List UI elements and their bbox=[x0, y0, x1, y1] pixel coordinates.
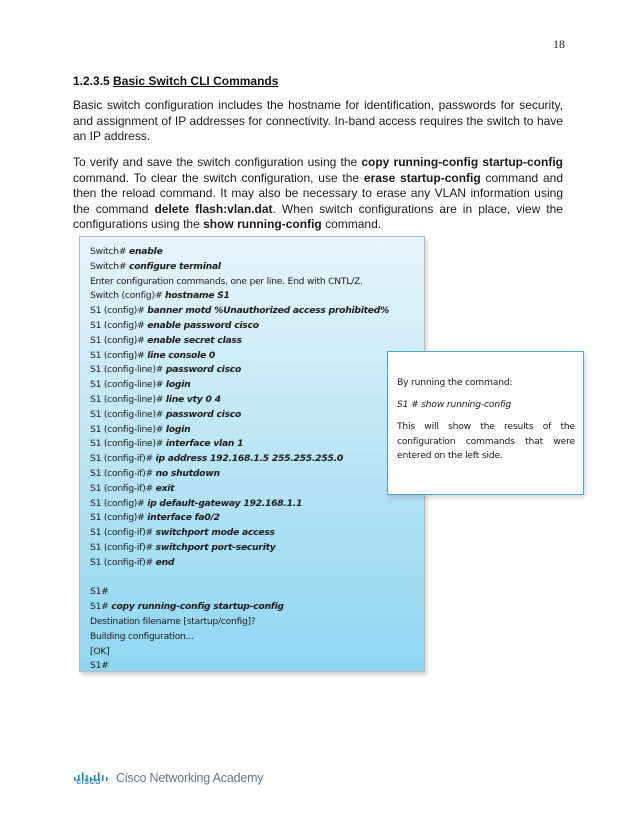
note-callout bbox=[387, 351, 584, 495]
note-intro: By running the command: bbox=[397, 377, 513, 388]
cli-prompt: S1 (config-if)# bbox=[90, 482, 156, 494]
cli-line bbox=[90, 482, 418, 497]
cli-line bbox=[90, 260, 418, 275]
cli-line bbox=[90, 497, 418, 512]
cli-line bbox=[90, 437, 418, 452]
cli-command: login bbox=[165, 423, 191, 435]
cli-command: end bbox=[155, 556, 175, 568]
cli-line bbox=[90, 585, 418, 600]
verify-paragraph: To verify and save the switch configuration using the copy running-config startup-config command. To clear the switch configuration, use the erase startup-config command and then the reload command. It may also be necessary to erase any VLAN information using the command delete flash:vlan.dat. When switch configurations are in place, view the configurations using the show running-config command. bbox=[73, 155, 563, 232]
cli-line bbox=[90, 630, 418, 645]
cli-command: line vty 0 4 bbox=[165, 393, 221, 405]
cli-line bbox=[90, 363, 418, 378]
academy-name: Cisco Networking Academy bbox=[116, 771, 264, 785]
page-number: 18 bbox=[553, 37, 565, 51]
cli-command: switchport port-security bbox=[155, 541, 276, 553]
cli-command: enable bbox=[129, 246, 163, 257]
cli-line bbox=[90, 615, 418, 630]
cli-command: ip default-gateway 192.168.1.1 bbox=[147, 497, 303, 509]
cli-line bbox=[90, 319, 418, 334]
cli-prompt: S1 (config-if)# bbox=[90, 541, 156, 553]
cli-prompt: Switch (config)# bbox=[90, 290, 165, 302]
cli-prompt: S1# bbox=[90, 601, 112, 613]
copy-command: copy running-config startup-config bbox=[361, 155, 563, 169]
cli-prompt: S1 (config)# bbox=[90, 305, 148, 317]
cli-prompt: Enter configuration commands, one per line. End with CNTL/Z. bbox=[90, 275, 363, 287]
cli-line bbox=[90, 571, 418, 586]
cli-line bbox=[90, 659, 418, 674]
show-command: show running-config bbox=[203, 217, 322, 232]
cli-prompt: S1 (config-if)# bbox=[90, 467, 156, 479]
cli-command: hostname S1 bbox=[164, 290, 230, 302]
cli-command: banner motd %Unauthorized access prohibited% bbox=[147, 305, 390, 317]
cli-prompt: Building configuration... bbox=[90, 630, 194, 642]
cli-line bbox=[90, 541, 418, 556]
cli-example-box bbox=[79, 236, 425, 672]
cli-prompt: S1 (config-line)# bbox=[90, 364, 166, 376]
cli-line bbox=[90, 526, 418, 541]
cli-command: login bbox=[165, 379, 191, 391]
cli-command: exit bbox=[155, 482, 175, 494]
cli-line bbox=[90, 645, 418, 660]
cli-prompt: Switch# bbox=[90, 246, 129, 257]
cli-line bbox=[90, 334, 418, 349]
cli-command: ip address 192.168.1.5 255.255.255.0 bbox=[155, 453, 343, 465]
cli-prompt: S1 (config-line)# bbox=[90, 393, 166, 405]
cli-command: enable secret class bbox=[147, 334, 242, 346]
cli-command: no shutdown bbox=[155, 467, 220, 479]
section-number: 1.2.3.5 bbox=[73, 74, 110, 88]
note-command: S1 # show running-config bbox=[397, 399, 511, 411]
cli-line bbox=[90, 275, 418, 290]
cli-prompt: S1 (config)# bbox=[90, 349, 148, 361]
cli-lines bbox=[90, 245, 418, 674]
cli-line bbox=[90, 393, 418, 408]
intro-paragraph: Basic switch configuration includes the hostname for identification, passwords for security, and assignment of IP addresses for connectivity. In-band access requires the switch to have an IP address. bbox=[73, 98, 563, 144]
cli-line bbox=[90, 452, 418, 467]
cli-prompt: S1 (config-if)# bbox=[90, 556, 156, 568]
cli-line bbox=[90, 556, 418, 571]
cli-prompt: S1 (config-line)# bbox=[90, 438, 166, 450]
cli-prompt: S1 (config)# bbox=[90, 497, 148, 509]
cli-prompt: S1 (config-if)# bbox=[90, 527, 156, 539]
cli-line bbox=[90, 423, 418, 438]
cli-command: switchport mode access bbox=[155, 527, 275, 539]
cli-line bbox=[90, 511, 418, 526]
cli-line bbox=[90, 467, 418, 482]
cli-command: line console 0 bbox=[147, 349, 216, 361]
note-text bbox=[397, 376, 575, 463]
section-heading bbox=[73, 74, 278, 88]
cli-prompt: [OK] bbox=[90, 645, 110, 657]
cli-prompt: S1# bbox=[90, 586, 109, 598]
cli-prompt: S1 (config-line)# bbox=[90, 379, 166, 391]
delete-command: delete flash:vlan.dat bbox=[154, 201, 273, 216]
cisco-wordmark: CISCO bbox=[76, 779, 102, 786]
cli-command: interface fa0/2 bbox=[147, 512, 220, 524]
erase-command: erase startup-config bbox=[363, 170, 481, 185]
cli-prompt: Switch# bbox=[90, 260, 129, 272]
cli-line bbox=[90, 349, 418, 364]
cli-line bbox=[90, 600, 418, 615]
cli-prompt: S1 (config)# bbox=[90, 512, 148, 524]
cli-prompt: S1 (config)# bbox=[90, 319, 148, 331]
cli-line bbox=[90, 245, 418, 260]
cli-prompt: S1# bbox=[90, 660, 109, 672]
cli-line bbox=[90, 378, 418, 393]
cli-line bbox=[90, 304, 418, 319]
cli-prompt: S1 (config)# bbox=[90, 334, 148, 346]
cli-prompt: S1 (config-line)# bbox=[90, 423, 166, 435]
cli-prompt: Destination filename [startup/config]? bbox=[90, 615, 256, 627]
cli-command: enable password cisco bbox=[147, 319, 259, 331]
cli-command: configure terminal bbox=[129, 260, 221, 272]
cli-prompt: S1 (config-if)# bbox=[90, 453, 156, 465]
cli-prompt: S1 (config-line)# bbox=[90, 408, 166, 420]
cli-command: interface vlan 1 bbox=[165, 438, 244, 450]
cli-line bbox=[90, 408, 418, 423]
cli-line bbox=[90, 289, 418, 304]
cli-command: copy running-config startup-config bbox=[111, 601, 284, 613]
section-title: Basic Switch CLI Commands bbox=[113, 74, 279, 88]
note-description: This will show the results of the configuration commands that were entered on the left side. bbox=[397, 421, 575, 461]
cli-command: password cisco bbox=[165, 408, 242, 420]
cli-command: password cisco bbox=[165, 364, 242, 376]
